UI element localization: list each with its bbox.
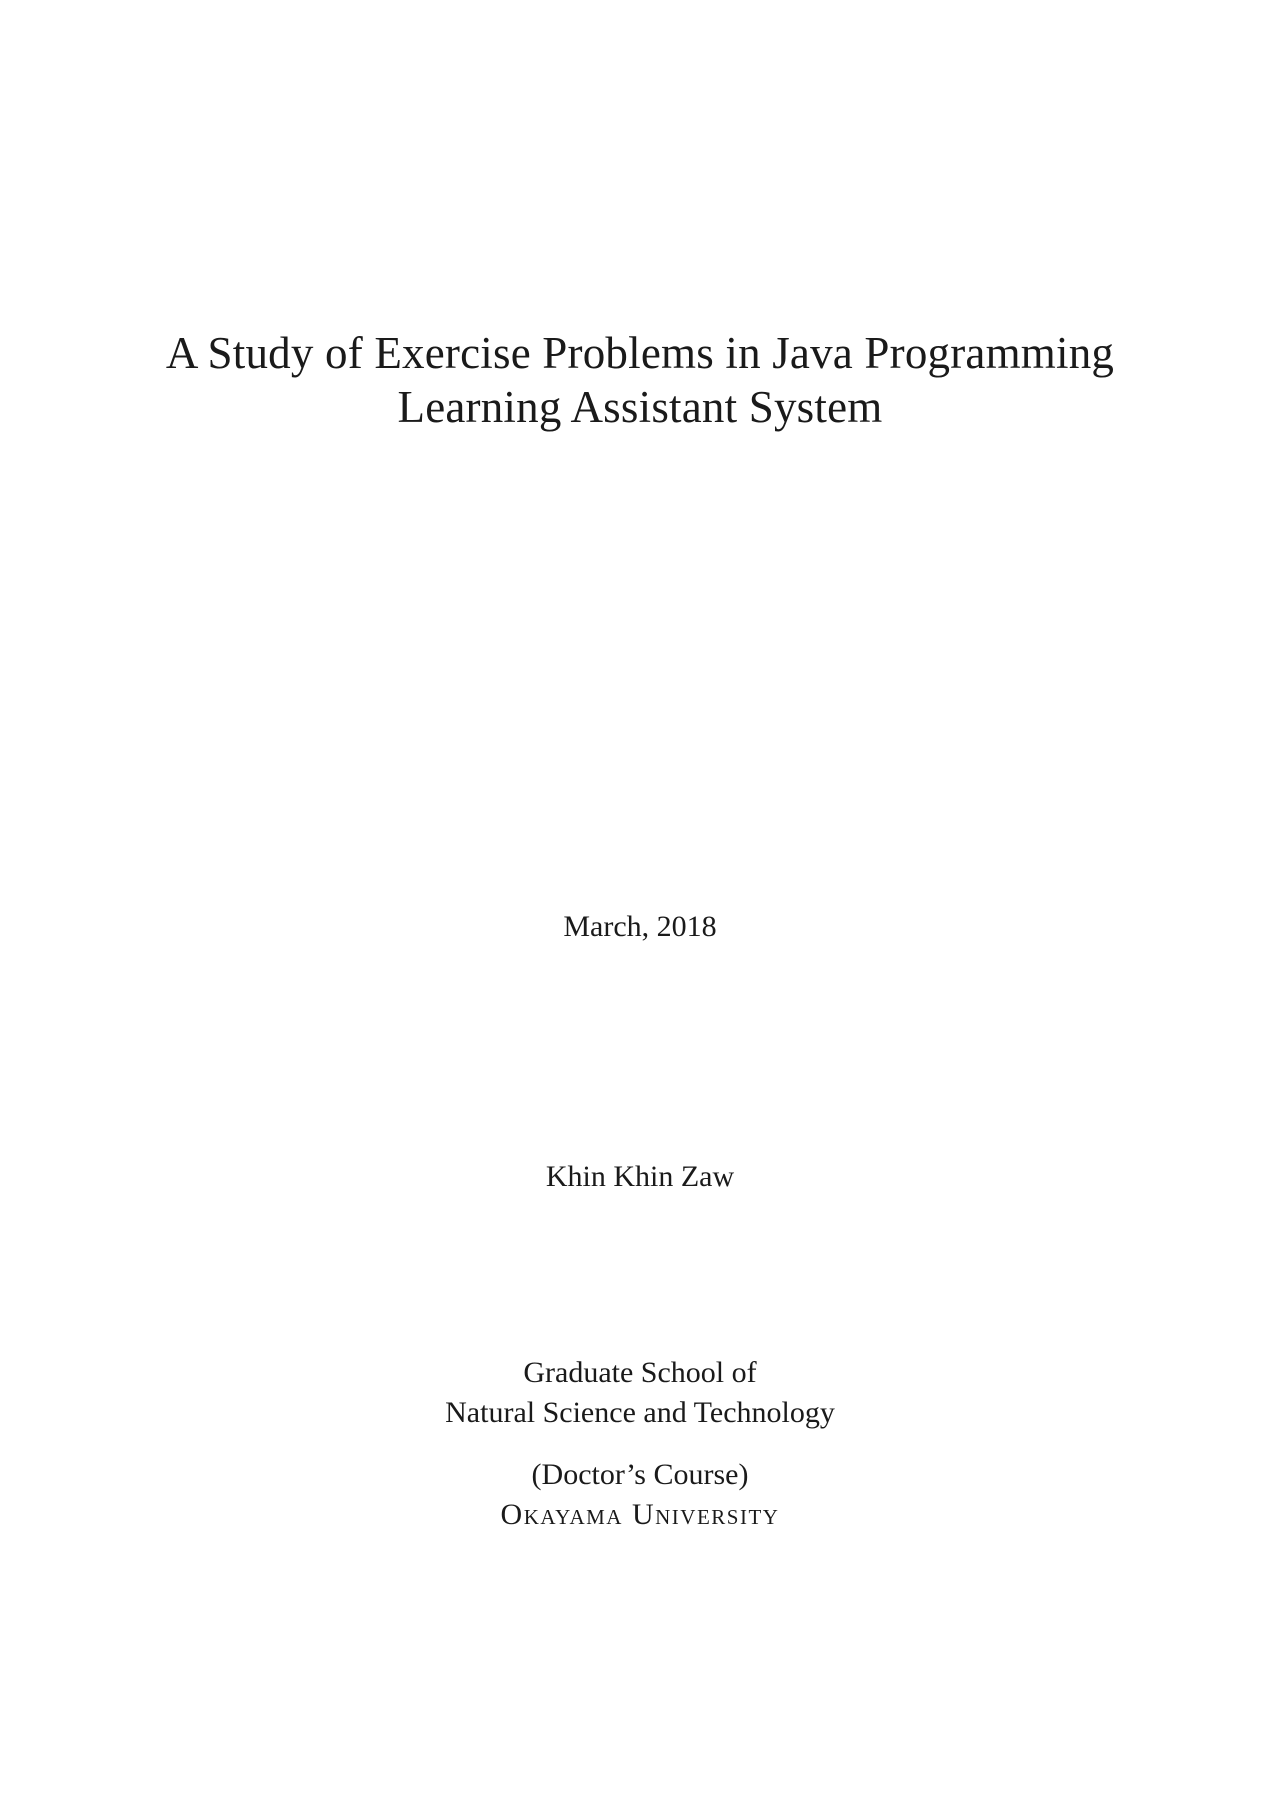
graduate-school: [0, 1353, 1280, 1433]
degree-course: (Doctor’s Course): [531, 1458, 749, 1491]
graduate-school-line-2: Natural Science and Technology: [445, 1396, 835, 1429]
author-name: Khin Khin Zaw: [545, 1160, 735, 1193]
course-and-university: [0, 1455, 1280, 1535]
thesis-title-line-2: Learning Assistant System: [397, 382, 883, 432]
thesis-title: [0, 326, 1280, 434]
submission-date: March, 2018: [563, 910, 717, 943]
graduate-school-line-1: Graduate School of: [523, 1356, 757, 1389]
university-name: Okayama University: [500, 1498, 780, 1531]
thesis-title-line-1: A Study of Exercise Problems in Java Programming: [165, 328, 1115, 378]
